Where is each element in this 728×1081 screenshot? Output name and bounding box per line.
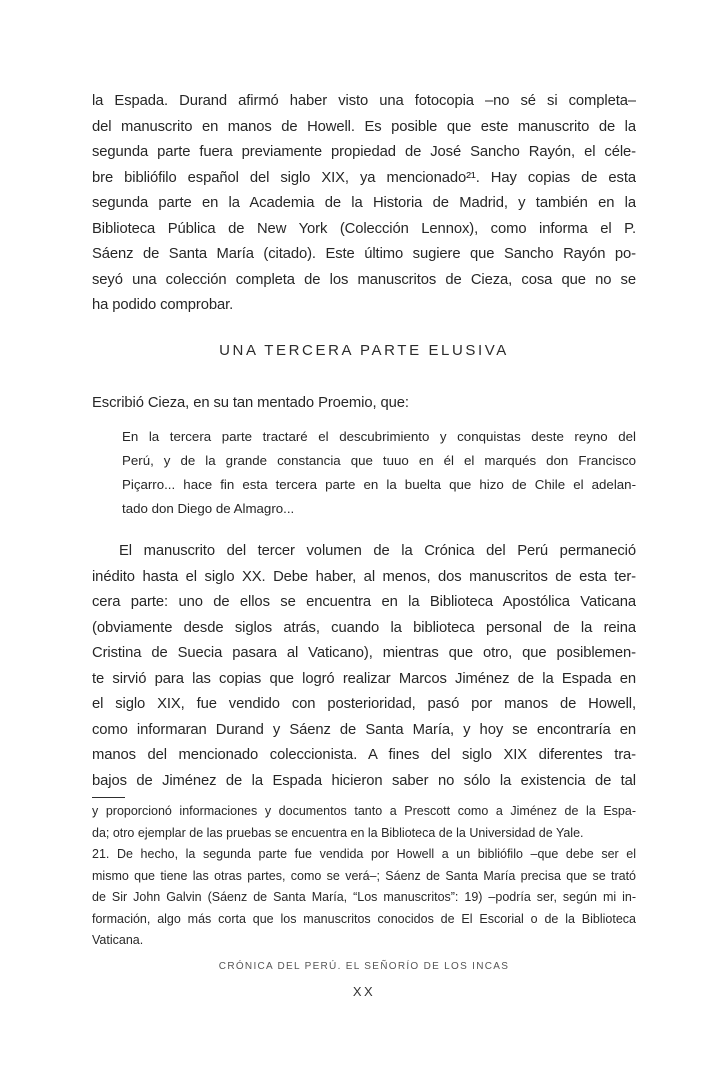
footnote-20-continuation <box>92 801 636 844</box>
section-heading: UNA TERCERA PARTE ELUSIVA <box>219 342 509 359</box>
text-line: 21. De hecho, la segunda parte fue vendida por Howell a un bibliófilo –que debe ser el <box>92 847 636 861</box>
text-line: de Sir John Galvin (Sáenz de Santa María, “Los manuscritos”: 19) –podría ser, según mi in- <box>92 890 636 904</box>
text-line: tado don Diego de Almagro... <box>122 501 295 516</box>
text-line: Sáenz de Santa María (citado). Este último sugiere que Sancho Rayón po- <box>92 246 636 262</box>
footnote-21 <box>92 844 636 952</box>
text-line: como informaran Durand y Sáenz de Santa María, y hoy se encontraría en <box>92 721 636 738</box>
text-line: Escribió Cieza, en su tan mentado Proemio, que: <box>92 395 409 411</box>
paragraph-continuation <box>92 89 636 319</box>
text-line: cera parte: uno de ellos se encuentra en la Biblioteca Apostólica Vaticana <box>92 594 636 610</box>
text-line: Cristina de Suecia pasara al Vaticano), mientras que otro, que posiblemen- <box>92 645 636 661</box>
text-line: Piçarro... hace fin esta tercera parte en la buelta que hizo de Chile el adelan- <box>122 477 636 492</box>
text-line: bre bibliófilo español del siglo XIX, ya mencionado²¹. Hay copias de esta <box>92 169 636 186</box>
text-line: ha podido comprobar. <box>92 297 234 313</box>
text-line: inédito hasta el siglo XX. Debe haber, al menos, dos manuscritos de esta ter- <box>92 568 636 585</box>
text-line: manos del mencionado coleccionista. A fines del siglo XIX diferentes tra- <box>92 747 636 763</box>
paragraph-main <box>92 539 636 794</box>
text-line: Biblioteca Pública de New York (Colección Lennox), como informa el P. <box>92 220 636 237</box>
text-line: Perú, y de la grande constancia que tuuo en él el marqués don Francisco <box>122 453 636 468</box>
text-line: En la tercera parte tractaré el descubrimiento y conquistas deste reyno del <box>122 429 636 444</box>
page-number: XX <box>352 984 376 999</box>
text-line: segunda parte en la Academia de la Historia de Madrid, y también en la <box>92 195 636 211</box>
text-line: la Espada. Durand afirmó haber visto una fotocopia –no sé si completa– <box>92 93 636 109</box>
footnote-separator-rule <box>92 797 125 798</box>
text-line: segunda parte fuera previamente propiedad de José Sancho Rayón, el céle- <box>92 144 636 160</box>
block-quote <box>122 425 636 521</box>
text-line: seyó una colección completa de los manuscritos de Cieza, cosa que no se <box>92 271 636 288</box>
text-line: Vaticana. <box>92 933 144 947</box>
text-line: te sirvió para las copias que logró realizar Marcos Jiménez de la Espada en <box>92 670 636 687</box>
text-line: da; otro ejemplar de las pruebas se encuentra en la Biblioteca de la Universidad de Yale. <box>92 825 584 840</box>
text-line: formación, algo más corta que los manuscritos conocidos de El Escorial o de la Biblioteca <box>92 911 636 926</box>
intro-sentence <box>92 391 636 417</box>
text-line: el siglo XIX, fue vendido con posterioridad, pasó por manos de Howell, <box>92 696 636 712</box>
running-title: CRÓNICA DEL PERÚ. EL SEÑORÍO DE LOS INCAS <box>218 961 510 972</box>
text-line: del manuscrito en manos de Howell. Es posible que este manuscrito de la <box>92 118 636 135</box>
text-line: El manuscrito del tercer volumen de la Crónica del Perú permaneció <box>119 543 636 559</box>
text-line: bajos de Jiménez de la Espada hicieron saber no sólo la existencia de tal <box>92 772 636 789</box>
text-line: (obviamente desde siglos atrás, cuando la biblioteca personal de la reina <box>92 619 636 636</box>
text-line: y proporcionó informaciones y documentos tanto a Prescott como a Jiménez de la Espa- <box>92 804 636 818</box>
text-line: mismo que tiene las otras partes, como se verá–; Sáenz de Santa María precisa que se trató <box>92 868 636 883</box>
